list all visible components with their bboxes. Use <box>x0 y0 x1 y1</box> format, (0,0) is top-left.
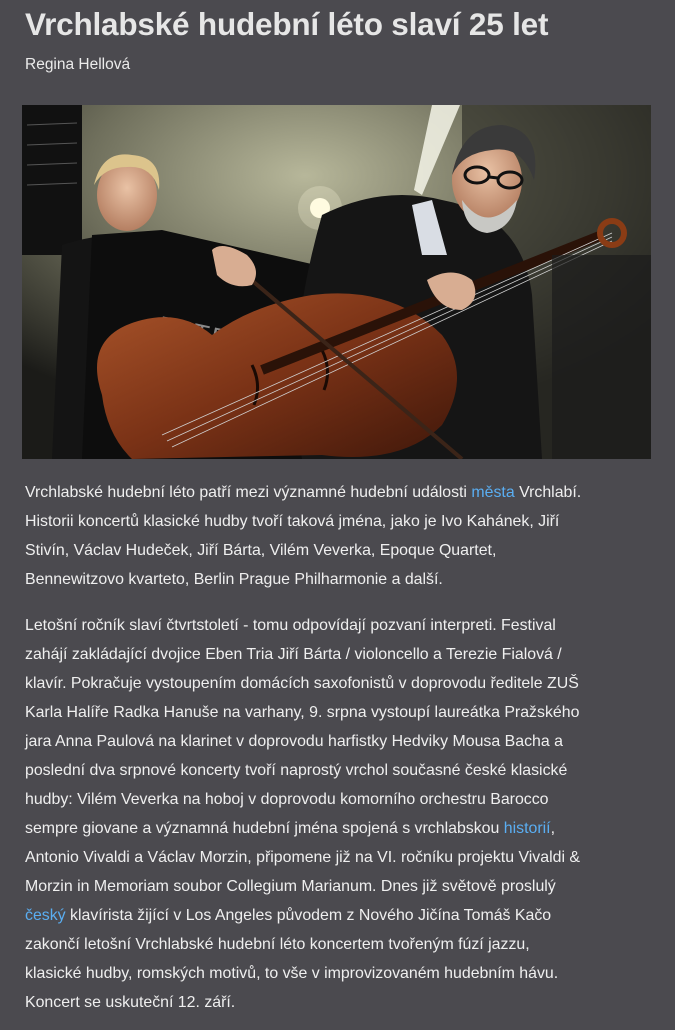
line-text: , <box>550 820 556 837</box>
article-photo <box>22 105 651 459</box>
inline-link[interactable]: města <box>471 484 515 501</box>
paragraph-line <box>25 843 655 872</box>
inline-link[interactable]: historií <box>503 820 551 837</box>
line-text: zahájí zakládající dvojice Eben Tria Jiří Bárta / violoncello a Terezie Fialová / <box>25 646 562 663</box>
line-text: poslední dva srpnové koncerty tvoří naprostý vrchol současné české klasické <box>25 762 568 779</box>
article-paragraph-1 <box>25 478 655 594</box>
article-paragraph-2 <box>25 611 655 1017</box>
line-text: klavír. Pokračuje vystoupením domácích saxofonistů v doprovodu ředitele ZUŠ <box>25 675 579 692</box>
line-text: Vrchlabí. <box>514 484 582 501</box>
line-text: Letošní ročník slaví čtvrtstoletí - tomu odpovídají pozvaní interpreti. Festival <box>25 617 556 634</box>
line-text: jara Anna Paulová na klarinet v doprovodu harfistky Hedviky Mousa Bacha a <box>25 733 563 750</box>
inline-link[interactable]: český <box>25 907 66 924</box>
line-text: hudby: Vilém Veverka na hoboj v doprovodu komorního orchestru Barocco <box>25 791 549 808</box>
line-text: klasické hudby, romských motivů, to vše v improvizovaném hudebním hávu. <box>25 965 559 982</box>
line-text: klavírista žijící v Los Angeles původem z Nového Jičína Tomáš Kačo <box>65 907 552 924</box>
line-text: Bennewitzovo kvarteto, Berlin Prague Philharmonie a další. <box>25 571 443 588</box>
line-text: Karla Halíře Radka Hanuše na varhany, 9. srpna vystoupí laureátka Pražského <box>25 704 580 721</box>
paragraph-line <box>25 507 655 536</box>
line-text: Vrchlabské hudební léto patří mezi významné hudební události <box>25 484 472 501</box>
paragraph-line <box>25 901 655 930</box>
line-text: zakončí letošní Vrchlabské hudební léto koncertem tvořeným fúzí jazzu, <box>25 936 530 953</box>
line-text: Stivín, Václav Hudeček, Jiří Bárta, Vilém Veverka, Epoque Quartet, <box>25 542 497 559</box>
article-title: Vrchlabské hudební léto slaví 25 let <box>25 6 549 42</box>
paragraph-line <box>25 669 655 698</box>
paragraph-line <box>25 814 655 843</box>
line-text: Antonio Vivaldi a Václav Morzin, připomene již na VI. ročníku projektu Vivaldi & <box>25 849 580 866</box>
paragraph-line <box>25 930 655 959</box>
paragraph-line <box>25 611 655 640</box>
paragraph-line <box>25 640 655 669</box>
paragraph-line <box>25 478 655 507</box>
paragraph-line <box>25 785 655 814</box>
paragraph-line <box>25 988 655 1017</box>
paragraph-line <box>25 756 655 785</box>
paragraph-line <box>25 536 655 565</box>
paragraph-line <box>25 727 655 756</box>
paragraph-line <box>25 565 655 594</box>
line-text: sempre giovane a významná hudební jména spojená s vrchlabskou <box>25 820 504 837</box>
paragraph-line <box>25 872 655 901</box>
line-text: Morzin in Memoriam soubor Collegium Marianum. Dnes již světově proslulý <box>25 878 556 895</box>
article-author: Regina Hellová <box>25 56 131 73</box>
paragraph-line <box>25 698 655 727</box>
line-text: Historii koncertů klasické hudby tvoří taková jména, jako je Ivo Kahánek, Jiří <box>25 513 560 530</box>
line-text: Koncert se uskuteční 12. září. <box>25 994 236 1011</box>
paragraph-line <box>25 959 655 988</box>
concert-photo-illustration <box>22 105 651 459</box>
